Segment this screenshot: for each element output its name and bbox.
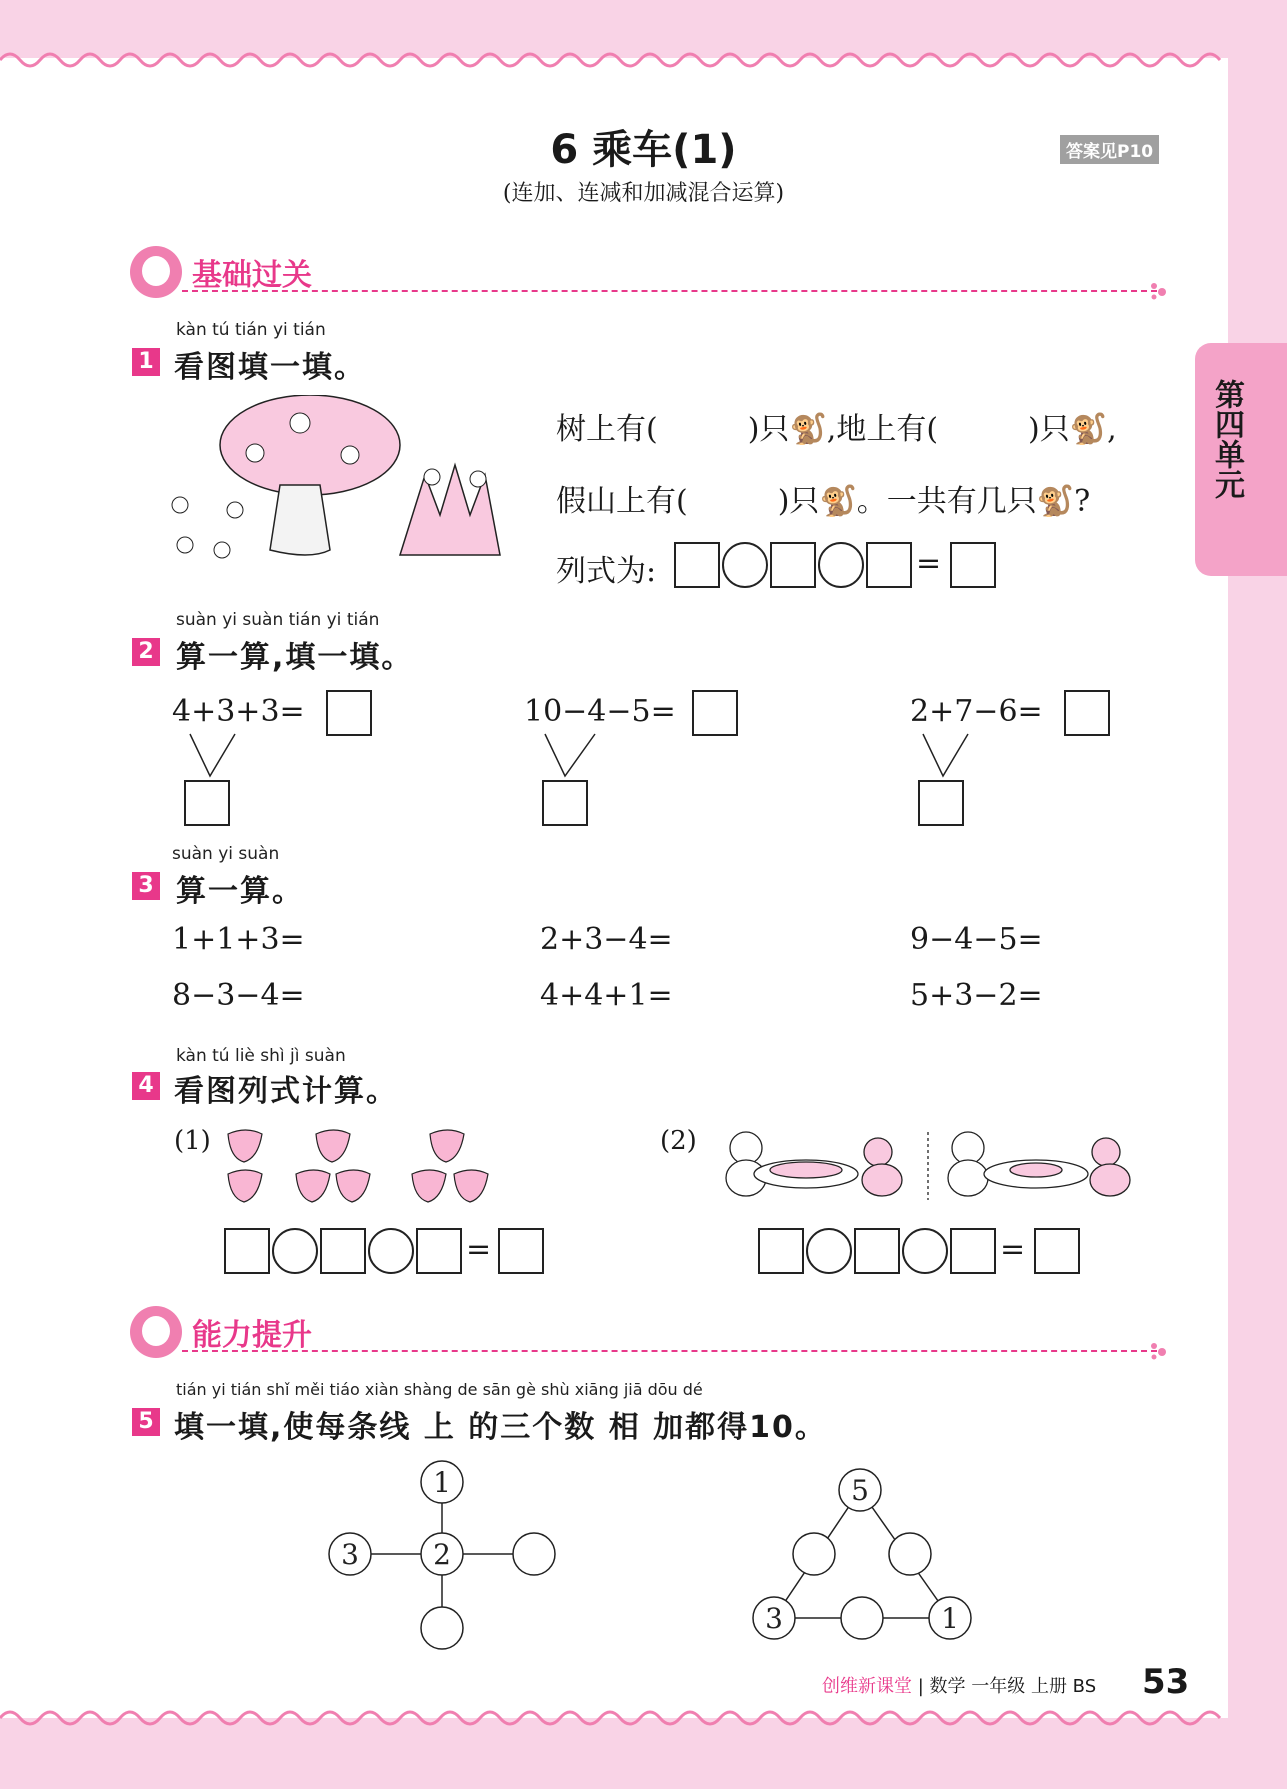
cross-top-number: 1 — [433, 1466, 451, 1499]
page-number: 53 — [1142, 1662, 1190, 1702]
q4-part2-label: (2) — [660, 1126, 697, 1156]
q2-step-box[interactable] — [542, 780, 588, 826]
q4-result-box[interactable] — [498, 1228, 544, 1274]
q4-answer-box[interactable] — [854, 1228, 900, 1274]
q3-title: 算一算。 — [176, 874, 304, 909]
strawberries-illustration — [218, 1122, 498, 1208]
q4-operator-circle[interactable] — [902, 1228, 948, 1274]
section-advanced-label: 能力提升 — [192, 1318, 312, 1353]
q2-split-lines — [918, 732, 978, 780]
section-mascot-icon — [130, 1306, 182, 1358]
q4-equals: = — [1000, 1232, 1026, 1267]
q1-operator-circle[interactable] — [818, 542, 864, 588]
q3-expression: 9−4−5= — [910, 922, 1043, 957]
q5-title: 填一填,使每条线 上 的三个数 相 加都得10。 — [174, 1410, 827, 1445]
monkey-icon: 🐒 — [1036, 484, 1075, 519]
q2-number: 2 — [132, 638, 160, 666]
dots-decoration-icon — [1150, 282, 1168, 300]
top-wavy-border — [0, 48, 1287, 72]
q2-result-box[interactable] — [1064, 690, 1110, 736]
cross-center-number: 2 — [433, 1538, 451, 1571]
q4-result-box[interactable] — [1034, 1228, 1080, 1274]
unit-side-tab — [1195, 343, 1287, 576]
triangle-number-puzzle — [740, 1464, 980, 1654]
q3-pinyin: suàn yi suàn — [172, 844, 280, 864]
q1-line2: 假山上有( )只🐒。一共有几只🐒? — [556, 484, 1091, 519]
q3-expression: 2+3−4= — [540, 922, 673, 957]
section-basic-header — [130, 246, 1175, 296]
q4-equals: = — [466, 1232, 492, 1267]
q1-line1: 树上有( )只🐒,地上有( )只🐒, — [556, 412, 1117, 447]
triangle-bottom-right-number: 1 — [941, 1602, 959, 1635]
answer-reference: 答案见P10 — [1060, 135, 1159, 164]
triangle-top-number: 5 — [851, 1474, 869, 1507]
footer-info: | 数学 一年级 上册 BS — [917, 1676, 1097, 1697]
q4-operator-circle[interactable] — [806, 1228, 852, 1274]
q2-step-box[interactable] — [184, 780, 230, 826]
q4-operator-circle[interactable] — [272, 1228, 318, 1274]
q4-part1-label: (1) — [174, 1126, 211, 1156]
page-footer — [822, 1662, 1190, 1702]
bottom-wavy-border — [0, 1706, 1287, 1730]
monkey-icon: 🐒 — [789, 412, 827, 447]
q2-expression: 10−4−5= — [524, 694, 676, 729]
monkey-icon: 🐒 — [1069, 412, 1108, 447]
cats-fish-illustration — [706, 1122, 1146, 1204]
q4-answer-box[interactable] — [758, 1228, 804, 1274]
q1-result-box[interactable] — [950, 542, 996, 588]
q4-answer-box[interactable] — [950, 1228, 996, 1274]
q3-expression: 8−3−4= — [172, 978, 305, 1013]
q4-pinyin: kàn tú liè shì jì suàn — [176, 1046, 346, 1066]
footer-brand: 创维新课堂 — [822, 1676, 912, 1697]
page-subtitle: (连加、连减和加减混合运算) — [502, 181, 785, 206]
cross-number-puzzle — [320, 1458, 570, 1652]
q2-split-lines — [185, 732, 245, 780]
q1-answer-box[interactable] — [674, 542, 720, 588]
q2-step-box[interactable] — [918, 780, 964, 826]
q4-answer-box[interactable] — [416, 1228, 462, 1274]
q2-split-lines — [540, 732, 600, 780]
q4-number: 4 — [132, 1072, 160, 1100]
q2-title: 算一算,填一填。 — [176, 640, 414, 675]
q4-title: 看图列式计算。 — [174, 1074, 398, 1109]
q1-operator-circle[interactable] — [722, 542, 768, 588]
q5-pinyin: tián yi tián shǐ měi tiáo xiàn shàng de sān gè shù xiāng jiā dōu dé — [176, 1380, 703, 1399]
q1-line3-label: 列式为: — [556, 554, 657, 589]
triangle-bottom-left-number: 3 — [765, 1602, 783, 1635]
q1-title: 看图填一填。 — [174, 350, 366, 385]
monkey-icon: 🐒 — [819, 484, 857, 519]
q1-answer-box[interactable] — [866, 542, 912, 588]
q1-equals: = — [916, 546, 942, 581]
q2-result-box[interactable] — [326, 690, 372, 736]
section-mascot-icon — [130, 246, 182, 298]
dots-decoration-icon — [1150, 1342, 1168, 1360]
q3-expression: 4+4+1= — [540, 978, 673, 1013]
q2-expression: 4+3+3= — [172, 694, 305, 729]
cross-left-number: 3 — [341, 1538, 359, 1571]
q2-pinyin: suàn yi suàn tián yi tián — [176, 610, 380, 630]
q5-number: 5 — [132, 1408, 160, 1436]
q3-number: 3 — [132, 872, 160, 900]
section-advanced-header — [130, 1306, 1175, 1356]
q2-expression: 2+7−6= — [910, 694, 1043, 729]
q1-number: 1 — [132, 348, 160, 376]
q4-answer-box[interactable] — [320, 1228, 366, 1274]
q1-pinyin: kàn tú tián yi tián — [176, 320, 326, 340]
unit-tab-label: 第四单元 — [1209, 379, 1244, 499]
q3-expression: 1+1+3= — [172, 922, 305, 957]
q1-answer-box[interactable] — [770, 542, 816, 588]
q3-expression: 5+3−2= — [910, 978, 1043, 1013]
page-title: 6 乘车(1) — [550, 127, 737, 173]
q2-result-box[interactable] — [692, 690, 738, 736]
q4-operator-circle[interactable] — [368, 1228, 414, 1274]
section-basic-label: 基础过关 — [192, 258, 312, 293]
q4-answer-box[interactable] — [224, 1228, 270, 1274]
tree-monkeys-illustration — [160, 395, 540, 585]
